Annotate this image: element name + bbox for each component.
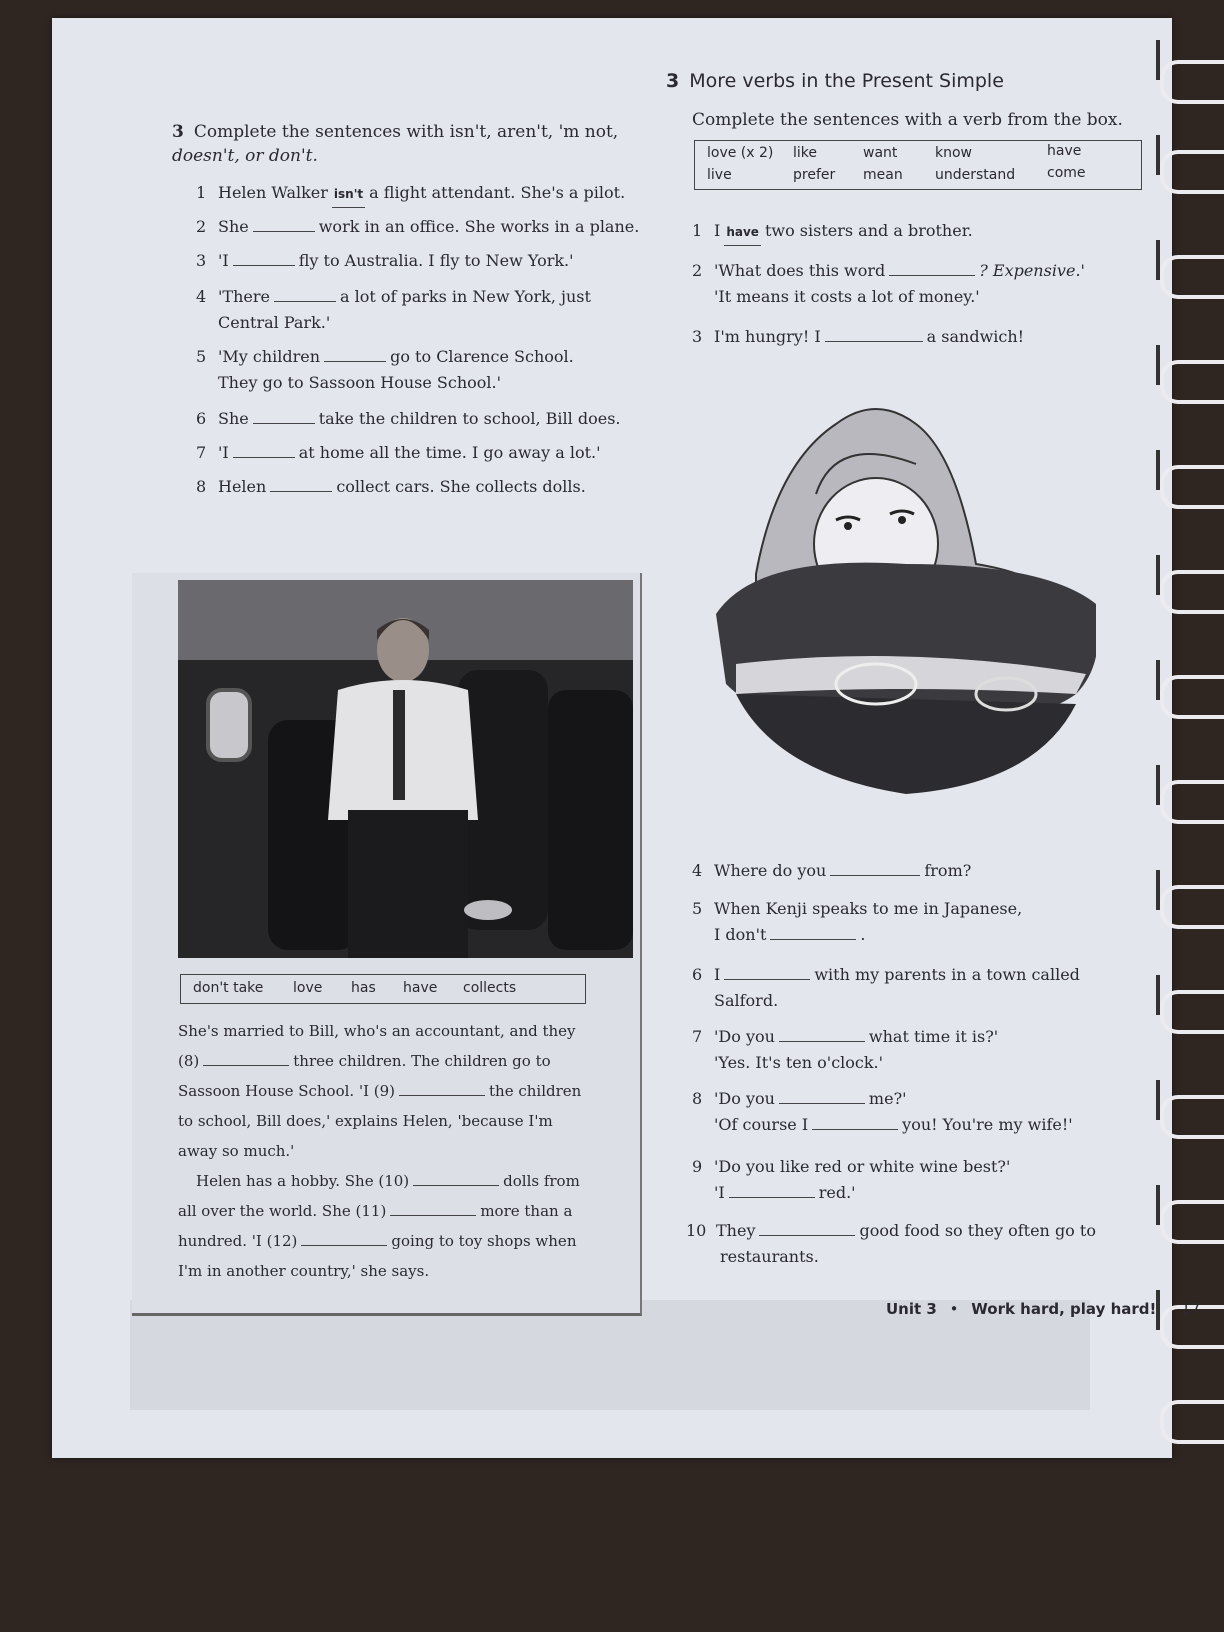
answer-blank[interactable] [830,861,920,876]
word-box-item: mean [863,167,903,183]
answer-blank[interactable] [724,965,810,980]
word-box-item: love (x 2) [707,145,774,161]
answer-blank[interactable] [729,1183,815,1198]
footer-title: Work hard, play hard! [971,1300,1157,1318]
answer-blank[interactable] [233,251,295,266]
answer-blank[interactable] [399,1081,485,1096]
word-box-item: have [403,980,438,996]
word-box-item: love [293,980,323,996]
pilot-illustration [178,580,633,958]
right-item-9: 9 'Do you like red or white wine best?' 'I red.' [692,1157,1011,1202]
word-box-item: don't take [193,980,264,996]
left-item-2: 2 She work in an office. She works in a plane. [196,217,640,236]
answer-blank[interactable] [270,477,332,492]
word-box-item: has [351,980,376,996]
word-box-item: know [935,145,972,161]
reading-paragraph: She's married to Bill, who's an accountant, and they (8) three children. The children go to Sassoon House School. 'I (9) the children to school, Bill does,' explains Helen, 'because I'm away so much.' Helen has a hobby. She (10) dolls from all over the world. She (11) more than a hundred. 'I (12) going to toy shops when I'm in another country,' she says. [178,1022,582,1280]
pilot-photo [178,580,633,958]
left-item-3: 3 'I fly to Australia. I fly to New York.' [196,251,574,270]
answer-blank[interactable] [770,925,856,940]
right-item-4: 4 Where do you from? [692,861,972,880]
left-item-7: 7 'I at home all the time. I go away a lot.' [196,443,601,462]
answer-blank[interactable] [324,347,386,362]
answer-blank[interactable] [779,1089,865,1104]
left-word-box [180,974,586,1004]
answer-blank[interactable]: isn't [332,181,365,208]
right-item-8: 8 'Do you me?' 'Of course I you! You're my wife!' [692,1089,1073,1134]
word-box-item: collects [463,980,517,996]
answer-blank[interactable] [779,1027,865,1042]
sandwich-illustration [716,394,1096,804]
right-item-5: 5 When Kenji speaks to me in Japanese, I don't . [692,899,1023,944]
right-item-10: 10 They good food so they often go to restaurants. [686,1221,1096,1266]
section-heading: 3 More verbs in the Present Simple [666,70,1004,92]
left-item-8: 8 Helen collect cars. She collects dolls. [196,477,586,496]
page-footer [886,1300,1200,1318]
answer-blank[interactable] [274,287,336,302]
answer-blank[interactable] [203,1051,289,1066]
footer-unit: Unit 3 [886,1300,937,1318]
word-box-item: live [707,167,732,183]
left-item-4: 4 'There a lot of parks in New York, just Central Park.' [196,287,591,332]
left-item-1: 1 Helen Walker isn't a flight attendant. She's a pilot. [196,180,625,208]
answer-blank[interactable]: have [724,219,761,246]
exercise-number: 3 [172,122,184,142]
answer-blank[interactable] [812,1115,898,1130]
word-box-item: come [1047,165,1086,181]
page-number: 17 [1181,1300,1201,1318]
right-item-2: 2 'What does this word ? Expensive.' 'It means it costs a lot of money.' [692,261,1085,306]
right-word-box [694,140,1142,190]
right-item-3: 3 I'm hungry! I a sandwich! [692,327,1025,346]
word-box-item: have [1047,143,1082,159]
word-box-item: like [793,145,818,161]
left-item-6: 6 She take the children to school, Bill does. [196,409,621,428]
answer-blank[interactable] [825,327,923,342]
answer-blank[interactable] [253,217,315,232]
right-item-6: 6 I with my parents in a town called Salford. [692,965,1080,1010]
answer-blank[interactable] [301,1231,387,1246]
answer-blank[interactable] [759,1221,855,1236]
answer-blank[interactable] [233,443,295,458]
instruction-line-2: doesn't, or don't. [172,146,318,166]
right-item-7: 7 'Do you what time it is?' 'Yes. It's ten o'clock.' [692,1027,999,1072]
right-instruction: Complete the sentences with a verb from the box. [692,110,1123,130]
left-exercise-instruction [172,120,618,168]
answer-blank[interactable] [889,261,975,276]
instruction-line-1: Complete the sentences with isn't, aren't, 'm not, [193,122,619,142]
answer-blank[interactable] [390,1201,476,1216]
word-box-item: want [863,145,898,161]
answer-blank[interactable] [413,1171,499,1186]
answer-blank[interactable] [253,409,315,424]
footer-bullet: • [949,1300,959,1318]
word-box-item: prefer [793,167,836,183]
right-item-1: 1 I have two sisters and a brother. [692,218,973,246]
left-item-5: 5 'My children go to Clarence School. They go to Sassoon House School.' [196,347,574,392]
word-box-item: understand [935,167,1016,183]
